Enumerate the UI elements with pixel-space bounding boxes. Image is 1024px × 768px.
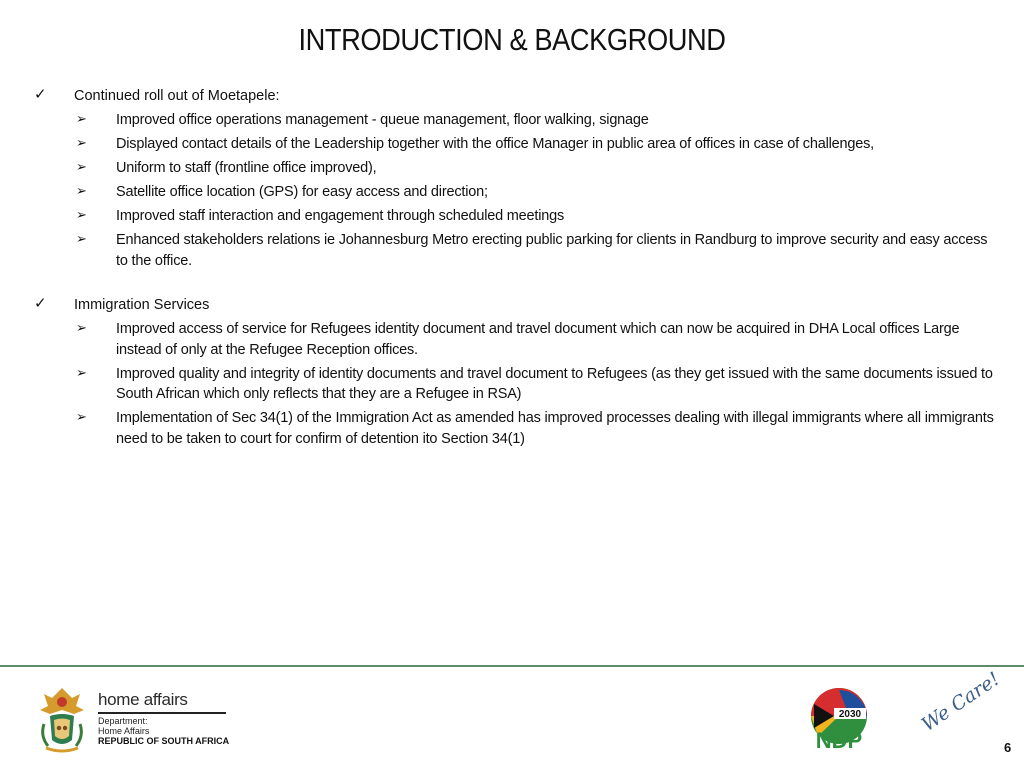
brand-country: REPUBLIC OF SOUTH AFRICA bbox=[98, 736, 230, 746]
list-item-text: Improved office operations management - queue management, floor walking, signage bbox=[116, 112, 649, 128]
coat-of-arms-icon bbox=[34, 684, 90, 756]
arrow-bullet-icon: ➢ bbox=[76, 111, 87, 126]
main-bullet bbox=[34, 86, 1002, 106]
brand-department bbox=[98, 716, 149, 736]
arrow-bullet-icon: ➢ bbox=[76, 207, 87, 222]
page-number: 6 bbox=[1004, 740, 1012, 755]
sub-list bbox=[34, 110, 1002, 271]
list-item bbox=[34, 364, 1002, 405]
arrow-bullet-icon: ➢ bbox=[76, 409, 87, 424]
section-immigration-services bbox=[34, 295, 1002, 449]
home-affairs-logo bbox=[34, 684, 234, 756]
ndp-2030-logo bbox=[804, 686, 874, 752]
main-bullet bbox=[34, 295, 1002, 315]
list-item bbox=[34, 319, 1002, 360]
ndp-text: NDP bbox=[815, 728, 863, 752]
list-item-text: Satellite office location (GPS) for easy access and direction; bbox=[116, 184, 488, 200]
arrow-bullet-icon: ➢ bbox=[76, 135, 87, 150]
arrow-bullet-icon: ➢ bbox=[76, 159, 87, 174]
list-item bbox=[34, 408, 1002, 449]
list-item-text: Displayed contact details of the Leadership together with the office Manager in public area of offices in case of challenges, bbox=[116, 136, 874, 152]
list-item-text: Uniform to staff (frontline office improved), bbox=[116, 160, 377, 176]
list-item-text: Implementation of Sec 34(1) of the Immigration Act as amended has improved processes dealing with illegal immigrants where all immigrants need to be taken to court for confirm of detention ito Section 34(1) bbox=[116, 410, 994, 447]
slide-content bbox=[34, 86, 1002, 473]
list-item-text: Improved access of service for Refugees identity document and travel document which can now be acquired in DHA Local offices Large instead of only at the Refugee Reception offices. bbox=[116, 321, 960, 358]
sub-list bbox=[34, 319, 1002, 449]
list-item bbox=[34, 206, 1002, 227]
arrow-bullet-icon: ➢ bbox=[76, 183, 87, 198]
footer-divider bbox=[0, 665, 1024, 667]
dept-line-1: Department: bbox=[98, 716, 148, 726]
arrow-bullet-icon: ➢ bbox=[76, 231, 87, 246]
list-item-text: Enhanced stakeholders relations ie Johannesburg Metro erecting public parking for clients in Randburg to improve security and easy access to the office. bbox=[116, 232, 988, 269]
dept-line-2: Home Affairs bbox=[98, 726, 150, 736]
list-item-text: Improved quality and integrity of identity documents and travel document to Refugees (as they get issued with the same documents issued to South African which only reflects that they are a Refugee in RSA) bbox=[116, 365, 993, 402]
list-item bbox=[34, 110, 1002, 131]
ndp-year: 2030 bbox=[838, 709, 862, 720]
check-icon: ✓ bbox=[34, 86, 47, 103]
section-heading: Continued roll out of Moetapele: bbox=[74, 88, 280, 104]
section-moetapele bbox=[34, 86, 1002, 271]
list-item bbox=[34, 182, 1002, 203]
arrow-bullet-icon: ➢ bbox=[76, 320, 87, 335]
section-heading: Immigration Services bbox=[74, 297, 210, 313]
brand-underline bbox=[98, 712, 226, 714]
we-care-slogan: We Care! bbox=[917, 667, 1004, 736]
list-item bbox=[34, 230, 1002, 271]
arrow-bullet-icon: ➢ bbox=[76, 364, 87, 380]
check-icon: ✓ bbox=[34, 295, 47, 312]
slide-title: INTRODUCTION & BACKGROUND bbox=[298, 22, 726, 57]
list-item-text: Improved staff interaction and engagement through scheduled meetings bbox=[116, 208, 565, 224]
list-item bbox=[34, 134, 1002, 155]
brand-name: home affairs bbox=[98, 690, 188, 709]
list-item bbox=[34, 158, 1002, 179]
